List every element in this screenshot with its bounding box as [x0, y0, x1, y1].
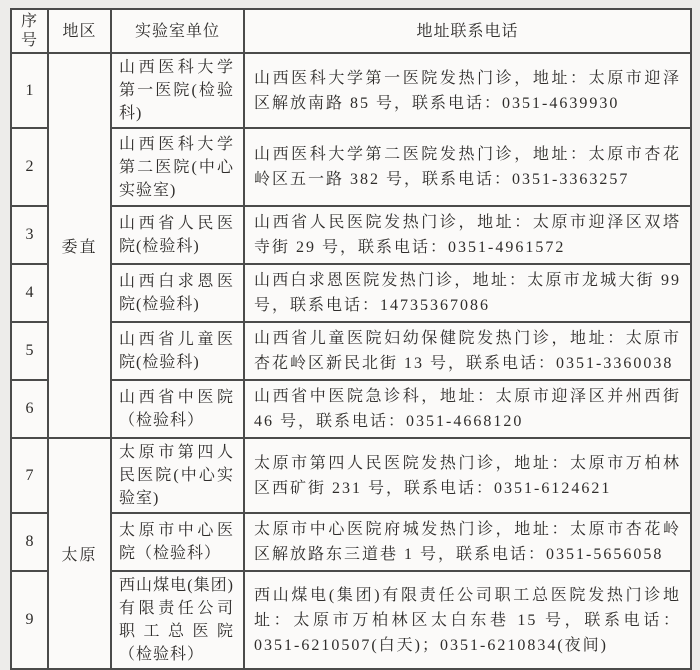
- row-number-cell: 7: [11, 438, 48, 513]
- row-number-cell: 4: [11, 264, 48, 322]
- address-cell: 山西省中医院急诊科，地址：太原市迎泽区并州西街 46 号，联系电话：0351-4668120: [244, 380, 691, 438]
- address-cell: 太原市中心医院府城发热门诊，地址：太原市杏花岭区解放路东三道巷 1 号，联系电话：0351-5656058: [244, 513, 691, 571]
- address-cell: 太原市第四人民医院发热门诊，地址：太原市万柏林区西矿街 231 号，联系电话：0351-6124621: [244, 438, 691, 513]
- unit-cell: 山西医科大学第二医院(中心实验室): [111, 128, 244, 206]
- address-cell: 山西省儿童医院妇幼保健院发热门诊，地址：太原市杏花岭区新民北街 13 号，联系电话：0351-3360038: [244, 322, 691, 380]
- header-region: 地区: [48, 9, 111, 53]
- header-address-phone: 地址联系电话: [244, 9, 691, 53]
- row-number-cell: 1: [11, 53, 48, 128]
- unit-cell: 山西省儿童医院(检验科): [111, 322, 244, 380]
- row-number-cell: 5: [11, 322, 48, 380]
- unit-cell: 太原市第四人民医院(中心实验室): [111, 438, 244, 513]
- address-cell: 山西省人民医院发热门诊，地址：太原市迎泽区双塔寺街 29 号，联系电话：0351-4961572: [244, 206, 691, 264]
- unit-cell: 山西白求恩医院(检验科): [111, 264, 244, 322]
- row-number-cell: 8: [11, 513, 48, 571]
- address-cell: 山西白求恩医院发热门诊，地址：太原市龙城大街 99 号，联系电话：14735367086: [244, 264, 691, 322]
- header-row: [11, 9, 691, 53]
- row-number-cell: 9: [11, 571, 48, 669]
- region-cell-weizhi: 委直: [48, 53, 111, 438]
- row-number-cell: 6: [11, 380, 48, 438]
- table-row: [11, 264, 691, 322]
- address-cell: 山西医科大学第一医院发热门诊，地址：太原市迎泽区解放南路 85 号，联系电话：0351-4639930: [244, 53, 691, 128]
- table-row: [11, 380, 691, 438]
- address-cell: 山西医科大学第二医院发热门诊，地址：太原市杏花岭区五一路 382 号，联系电话：0351-3363257: [244, 128, 691, 206]
- unit-cell: 山西医科大学第一医院(检验科): [111, 53, 244, 128]
- table-row: [11, 53, 691, 128]
- region-cell-taiyuan: 太原: [48, 438, 111, 669]
- unit-cell: 西山煤电(集团)有限责任公司职工总医院（检验科）: [111, 571, 244, 669]
- table-row: [11, 128, 691, 206]
- table-row: [11, 438, 691, 513]
- table-row: [11, 322, 691, 380]
- table-row: [11, 571, 691, 669]
- unit-cell: 山西省中医院（检验科）: [111, 380, 244, 438]
- table-row: [11, 513, 691, 571]
- table-row: [11, 206, 691, 264]
- header-serial-number: 序号: [11, 9, 48, 53]
- unit-cell: 太原市中心医院（检验科）: [111, 513, 244, 571]
- unit-cell: 山西省人民医院(检验科): [111, 206, 244, 264]
- row-number-cell: 2: [11, 128, 48, 206]
- fever-clinic-lab-table: [10, 8, 692, 670]
- address-cell: 西山煤电(集团)有限责任公司职工总医院发热门诊地址：太原市万柏林区太白东巷 15 号，联系电话：0351-6210507(白天)；0351-6210834(夜间): [244, 571, 691, 669]
- header-lab-unit: 实验室单位: [111, 9, 244, 53]
- row-number-cell: 3: [11, 206, 48, 264]
